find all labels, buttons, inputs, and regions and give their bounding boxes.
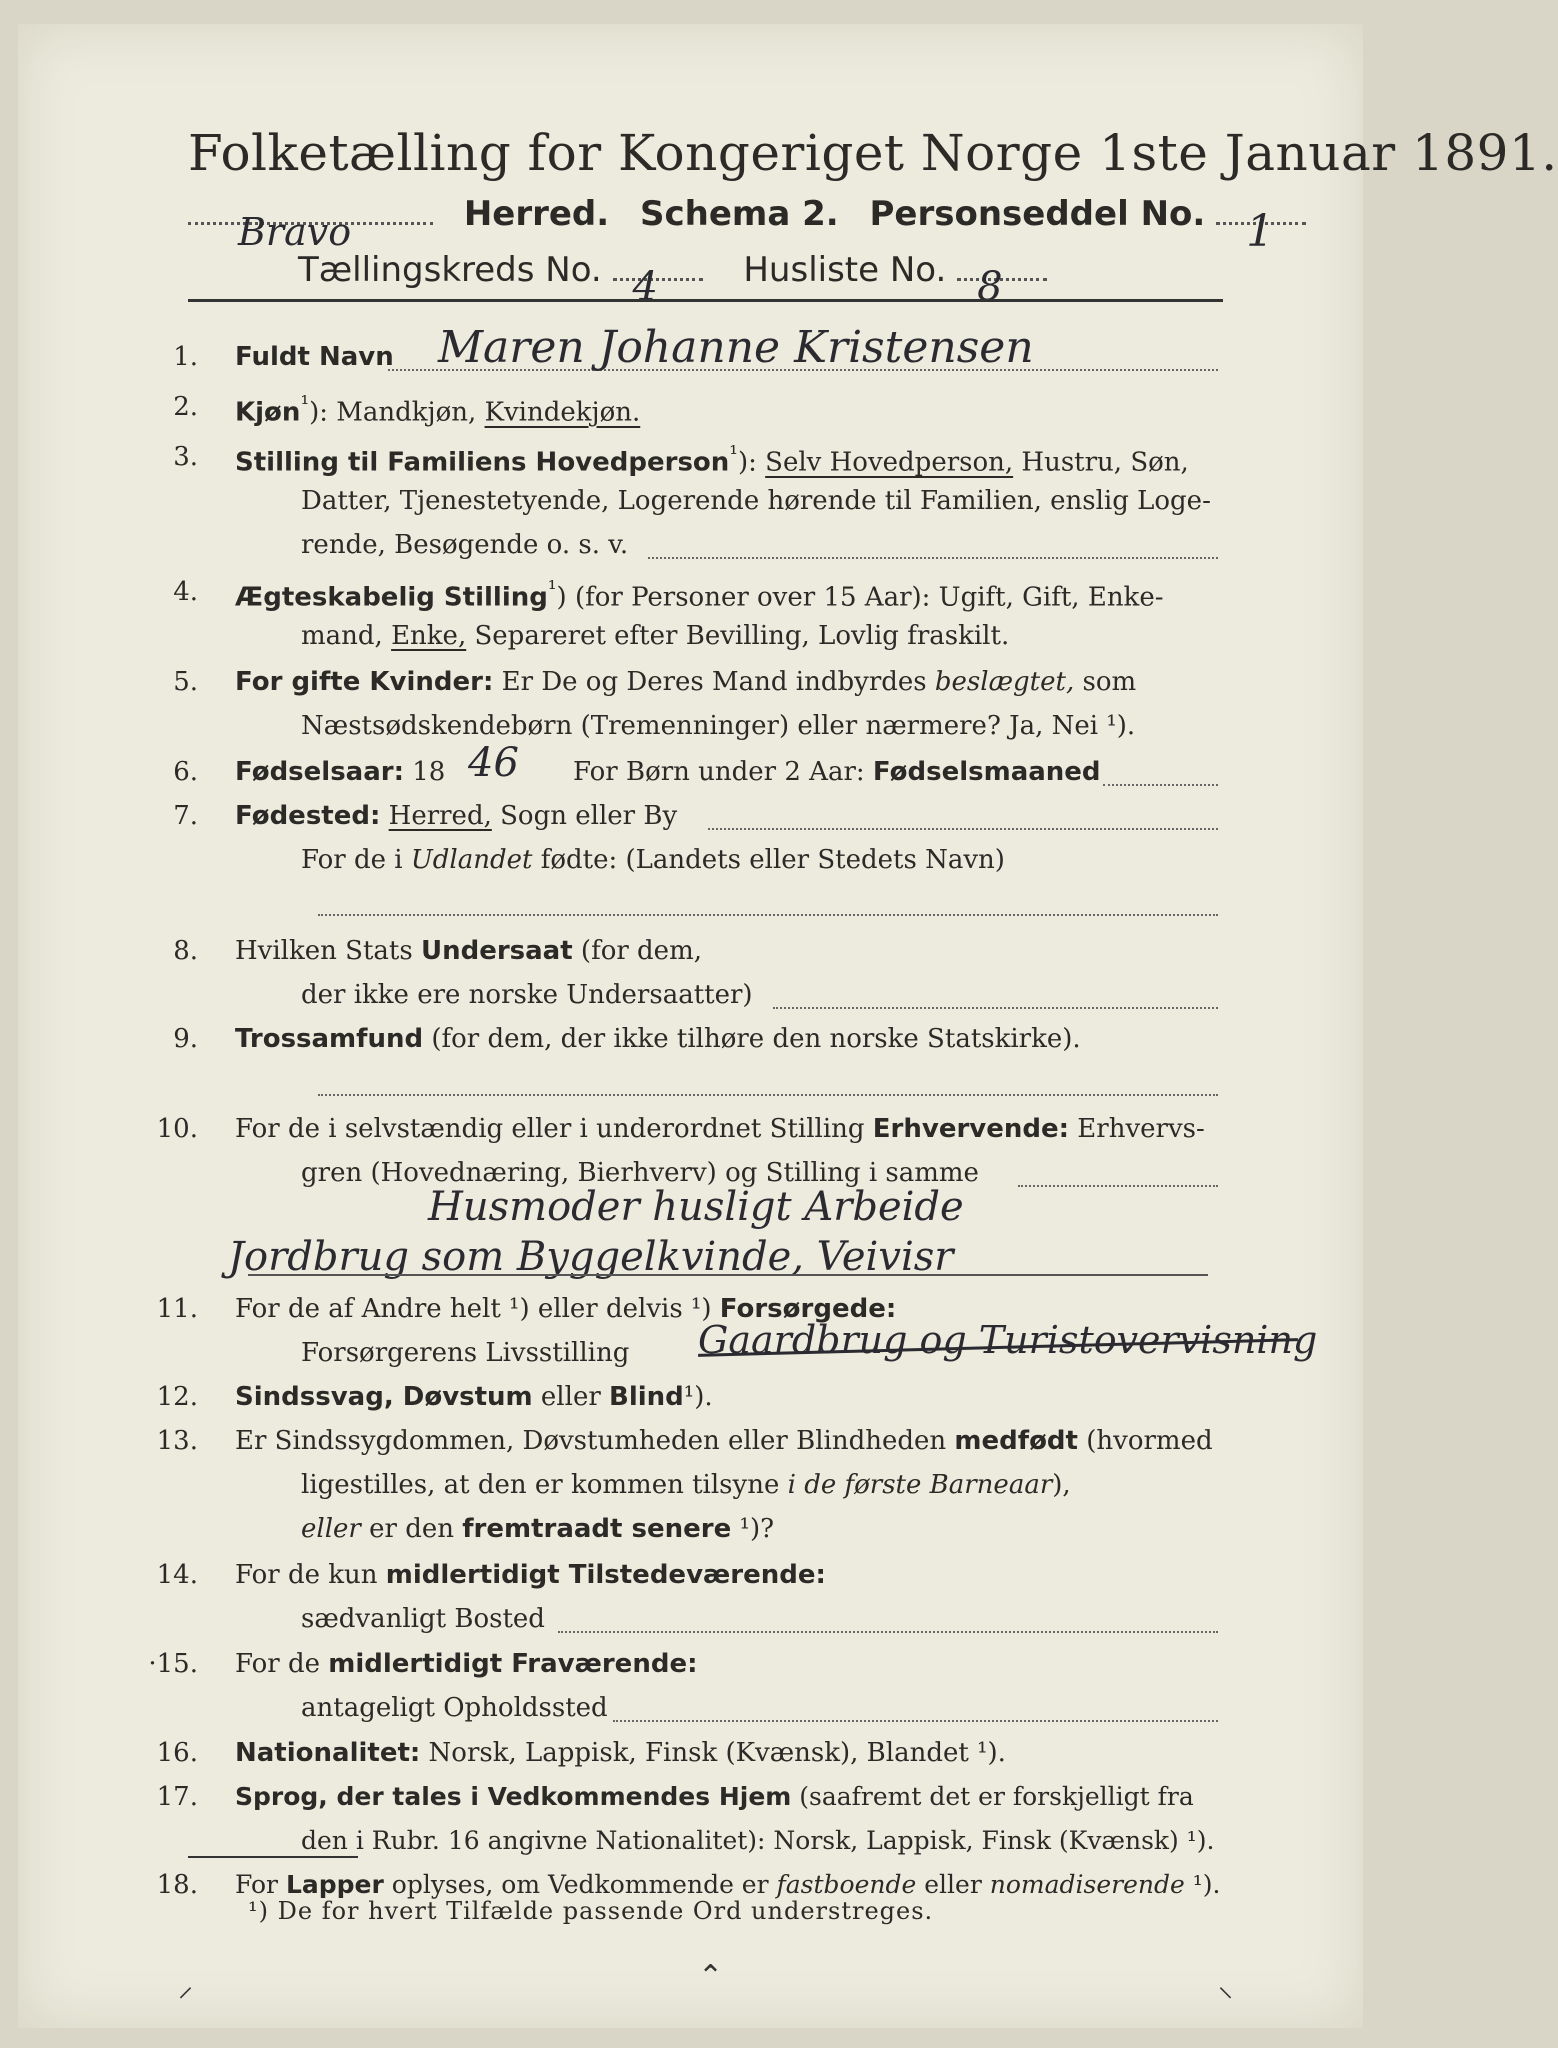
item-number-14: 14. bbox=[156, 1560, 198, 1590]
q7-dotted-line bbox=[708, 828, 1218, 830]
q13-line1: Er Sindssygdommen, Døvstumheden eller Blindheden medfødt (hvormed bbox=[235, 1426, 1213, 1456]
item-number-12: 12. bbox=[156, 1382, 198, 1412]
q3-line1: Stilling til Familiens Hovedperson$^{^1}$): Selv Hovedperson, Hustru, Søn, bbox=[235, 442, 1189, 478]
q11-line1: For de af Andre helt ¹) eller delvis ¹) Forsørgede: bbox=[235, 1294, 897, 1324]
q10-occupation-line2: Jordbrug som Byggelkvinde, Veivisr bbox=[228, 1234, 954, 1280]
q17-line2: den i Rubr. 16 angivne Nationalitet): Norsk, Lappisk, Finsk (Kvænsk) ¹). bbox=[301, 1826, 1215, 1855]
q7-dotted-line-2 bbox=[318, 914, 1218, 916]
q5-line1: For gifte Kvinder: Er De og Deres Mand indbyrdes beslægtet, som bbox=[235, 667, 1137, 697]
item-number-16: 16. bbox=[156, 1738, 198, 1768]
item-number-9: 9. bbox=[173, 1024, 198, 1054]
item-number-8: 8. bbox=[173, 936, 198, 966]
taellingskreds-value: 4 bbox=[632, 264, 658, 310]
q6-dotted-line bbox=[1103, 784, 1218, 786]
q4-line1: Ægteskabelig Stilling$^{^1}$) (for Personer over 15 Aar): Ugift, Gift, Enke- bbox=[235, 577, 1164, 613]
q3-line3: rende, Besøgende o. s. v. bbox=[301, 530, 629, 560]
header-herred-row bbox=[188, 194, 1306, 257]
q10-occupation-line1: Husmoder husligt Arbeide bbox=[428, 1184, 964, 1230]
personseddel-field bbox=[1216, 206, 1306, 257]
q15-line2: antageligt Opholdssted bbox=[301, 1693, 608, 1723]
footnote-divider bbox=[188, 1856, 358, 1858]
q2-line: Kjøn$^{^1}$): Mandkjøn, Kvindekjøn. bbox=[235, 392, 641, 428]
item-number-18: 18. bbox=[156, 1870, 198, 1900]
q15-dotted-line bbox=[613, 1720, 1218, 1722]
q9-dotted-line bbox=[318, 1094, 1218, 1096]
q7-selected-option: Herred, bbox=[388, 801, 492, 831]
q7-line1: Fødested: Herred, Sogn eller By bbox=[235, 801, 678, 831]
q3-line2: Datter, Tjenestetyende, Logerende hørende til Familien, enslig Loge- bbox=[301, 486, 1211, 516]
q3-selected-option: Selv Hovedperson, bbox=[765, 447, 1014, 478]
q14-line1: For de kun midlertidigt Tilstedeværende: bbox=[235, 1560, 826, 1590]
q15-line1: For de midlertidigt Fraværende: bbox=[235, 1649, 698, 1679]
item-number-7: 7. bbox=[173, 801, 198, 831]
q8-line1: Hvilken Stats Undersaat (for dem, bbox=[235, 936, 702, 966]
husliste-field bbox=[957, 264, 1047, 310]
q11-provider-value: Gaardbrug og Turistovervisning bbox=[698, 1318, 1318, 1362]
q10-answer-underline bbox=[248, 1274, 1208, 1276]
corner-mark-center: ⌃ bbox=[698, 1959, 724, 1994]
q6-line: Fødselsaar: 18 bbox=[235, 757, 446, 787]
item-number-11: 11. bbox=[156, 1294, 198, 1324]
census-form-sheet bbox=[18, 24, 1558, 2028]
personseddel-value: 1 bbox=[1246, 206, 1275, 257]
q3-dotted-line bbox=[648, 557, 1218, 559]
q16-line: Nationalitet: Norsk, Lappisk, Finsk (Kvænsk), Blandet ¹). bbox=[235, 1738, 1006, 1768]
header-divider bbox=[188, 299, 1223, 302]
item-number-13: 13. bbox=[156, 1426, 198, 1456]
q1-name-value: Maren Johanne Kristensen bbox=[438, 322, 1034, 373]
personseddel-label: Personseddel No. bbox=[869, 194, 1206, 234]
schema-label: Schema 2. bbox=[640, 194, 839, 234]
q17-line1: Sprog, der tales i Vedkommendes Hjem (saafremt det er forskjelligt fra bbox=[235, 1782, 1194, 1811]
form-title: Folketælling for Kongeriget Norge 1ste Januar 1891. bbox=[188, 124, 1558, 182]
q4-line2: mand, Enke, Separeret efter Bevilling, Lovlig fraskilt. bbox=[301, 621, 1010, 651]
q1-label: Fuldt Navn bbox=[235, 342, 394, 372]
item-number-1: 1. bbox=[173, 342, 198, 372]
q12-line: Sindssvag, Døvstum eller Blind¹). bbox=[235, 1382, 713, 1412]
item-number-15: ·15. bbox=[148, 1649, 198, 1679]
footnote: ¹) De for hvert Tilfælde passende Ord understreges. bbox=[248, 1897, 934, 1925]
item-number-3: 3. bbox=[173, 442, 198, 472]
q18-line: For Lapper oplyses, om Vedkommende er fastboende eller nomadiserende ¹). bbox=[235, 1870, 1221, 1899]
q2-selected-option: Kvindekjøn. bbox=[484, 397, 641, 428]
header-kreds-row bbox=[298, 250, 1047, 310]
q13-line2: ligestilles, at den er kommen tilsyne i de første Barneaar), bbox=[301, 1470, 1071, 1500]
q6-line-b: For Børn under 2 Aar: Fødselsmaaned bbox=[573, 757, 1101, 787]
q10-line1: For de i selvstændig eller i underordnet Stilling Erhvervende: Erhvervs- bbox=[235, 1114, 1205, 1144]
item-number-4: 4. bbox=[173, 577, 198, 607]
herred-label: Herred. bbox=[463, 194, 610, 234]
item-number-6: 6. bbox=[173, 757, 198, 787]
q10-line2: gren (Hovednæring, Bierhverv) og Stilling i samme bbox=[301, 1158, 979, 1188]
q9-line: Trossamfund (for dem, der ikke tilhøre den norske Statskirke). bbox=[235, 1024, 1081, 1054]
q8-dotted-line bbox=[773, 1007, 1218, 1009]
q14-line2: sædvanligt Bosted bbox=[301, 1604, 545, 1634]
herred-field bbox=[188, 210, 433, 254]
q10-dotted-line bbox=[1018, 1185, 1218, 1187]
q11-line2: Forsørgerens Livsstilling bbox=[301, 1338, 630, 1368]
q5-line2: Næstsødskendebørn (Tremenninger) eller nærmere? Ja, Nei ¹). bbox=[301, 711, 1136, 741]
q6-year-value: 46 bbox=[468, 740, 519, 786]
taellingskreds-field bbox=[613, 264, 703, 310]
herred-value: Bravo bbox=[238, 210, 352, 254]
q4-selected-option: Enke, bbox=[391, 621, 467, 651]
item-number-5: 5. bbox=[173, 667, 198, 697]
husliste-label: Husliste No. bbox=[743, 250, 947, 290]
q8-line2: der ikke ere norske Undersaatter) bbox=[301, 980, 753, 1010]
corner-mark-left: ⸝ bbox=[178, 1969, 193, 2004]
item-number-2: 2. bbox=[173, 392, 198, 422]
q13-line3: eller er den fremtraadt senere ¹)? bbox=[301, 1514, 775, 1544]
item-number-10: 10. bbox=[156, 1114, 198, 1144]
q14-dotted-line bbox=[558, 1631, 1218, 1633]
item-number-17: 17. bbox=[156, 1782, 198, 1812]
corner-mark-right: ⸜ bbox=[1218, 1969, 1233, 2004]
q7-line2: For de i Udlandet fødte: (Landets eller Stedets Navn) bbox=[301, 845, 1005, 875]
taellingskreds-label: Tællingskreds No. bbox=[298, 250, 602, 290]
husliste-value: 8 bbox=[977, 264, 1003, 310]
